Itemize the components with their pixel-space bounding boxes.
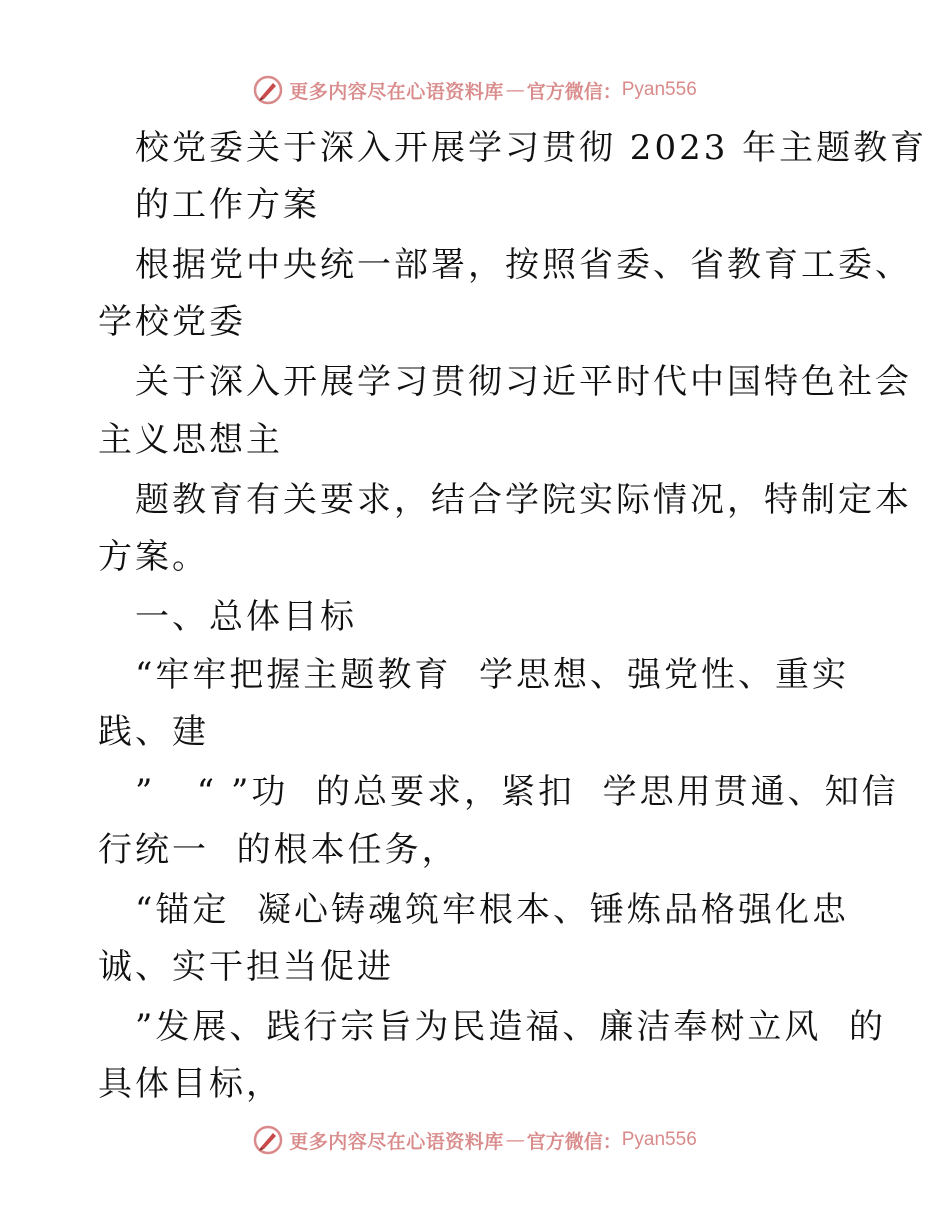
doc-paragraph-line: 具体目标， — [98, 1064, 283, 1104]
doc-paragraph-line: 学校党委 — [98, 302, 246, 342]
doc-paragraph-line: 诚、实干担当促进 — [98, 947, 394, 987]
banner-separator: — — [505, 1129, 525, 1151]
banner-separator: — — [505, 79, 525, 101]
footer-banner — [0, 1120, 950, 1160]
doc-title-line-1: 校党委关于深入开展学习贯彻 2023 年主题教育 — [135, 128, 928, 168]
pen-logo-icon — [253, 1125, 283, 1155]
doc-paragraph-line: 关于深入开展学习贯彻习近平时代中国特色社会 — [135, 362, 912, 402]
banner-wechat-id: Pyan556 — [621, 79, 697, 100]
banner-main-text: 更多内容尽在心语资料库 — [289, 1130, 504, 1153]
doc-paragraph-line: 方案。 — [98, 537, 209, 577]
doc-paragraph-line: 主义思想主 — [98, 420, 283, 460]
doc-section-heading: 一、总体目标 — [135, 597, 357, 637]
doc-paragraph-line: ”发展、践行宗旨为民造福、廉洁奉树立风 的 — [135, 1007, 886, 1047]
doc-paragraph-line: 行统一 的根本任务， — [98, 830, 459, 870]
banner-wechat-id: Pyan556 — [621, 1129, 697, 1150]
header-banner — [0, 70, 950, 110]
doc-paragraph-line: 根据党中央统一部署，按照省委、省教育工委、 — [135, 245, 912, 285]
banner-main-text: 更多内容尽在心语资料库 — [289, 80, 504, 103]
doc-paragraph-line: 题教育有关要求，结合学院实际情况，特制定本 — [135, 480, 912, 520]
banner-wechat-label: 官方微信： — [526, 1130, 622, 1153]
doc-paragraph-line: ” “ ”功 的总要求，紧扣 学思用贯通、知信 — [135, 772, 899, 812]
doc-title-line-2: 的工作方案 — [135, 185, 320, 225]
doc-paragraph-line: “锚定 凝心铸魂筑牢根本、锤炼品格强化忠 — [135, 890, 849, 930]
doc-paragraph-line: “牢牢把握主题教育 学思想、强党性、重实 — [135, 655, 849, 695]
pen-logo-icon — [253, 75, 283, 105]
banner-wechat-label: 官方微信： — [526, 80, 622, 103]
doc-paragraph-line: 践、建 — [98, 712, 209, 752]
